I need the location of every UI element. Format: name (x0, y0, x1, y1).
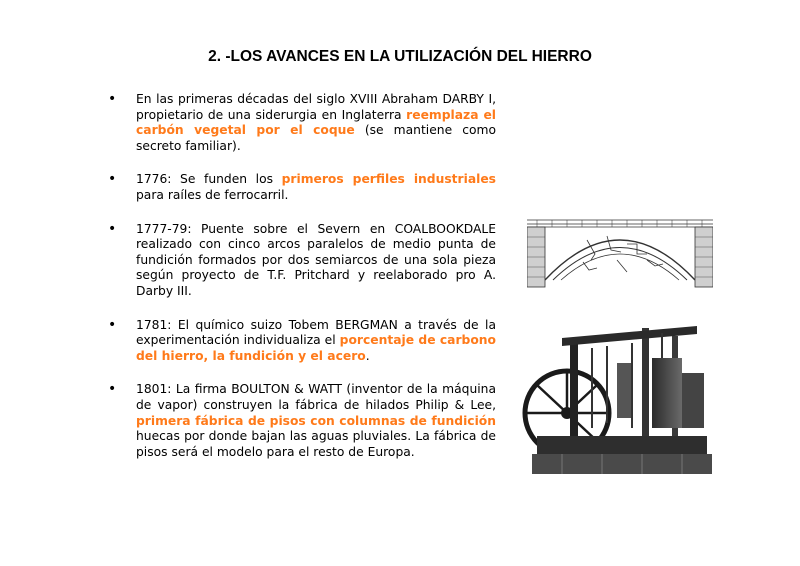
bullet-list (108, 92, 496, 478)
highlight-text: primeros perfiles industriales (281, 172, 496, 187)
bullet-item-1801: • 1801: La firma BOULTON & WATT (inventor de la máquina de vapor) construyen la fábrica de hilados Philip & Lee, primera fábrica de pisos con columnas de fundición huecas por donde bajan las aguas pluviales. La fábrica de pisos será el modelo para el resto de Europa. (108, 382, 496, 460)
bullet-item-1781: • 1781: El químico suizo Tobem BERGMAN a través de la experimentación individualiza el porcentaje de carbono del hierro, la fundición y el acero. (108, 318, 496, 365)
bullet-item-1776: • 1776: Se funden los primeros perfiles industriales para raíles de ferrocarril. (108, 172, 496, 203)
bullet-item-darby: • En las primeras décadas del siglo XVIII Abraham DARBY I, propietario de una siderurgia en Inglaterra reemplaza el carbón vegetal por el coque (se mantiene como secreto familiar). (108, 92, 496, 154)
steam-engine-photo (522, 318, 712, 478)
highlight-text: primera fábrica de pisos con columnas de fundición (136, 413, 496, 428)
page-title: 2. -LOS AVANCES EN LA UTILIZACIÓN DEL HIERRO (208, 48, 592, 65)
iron-bridge-drawing (527, 210, 713, 292)
highlight-text: porcentaje de carbono del hierro, la fundición y el acero (136, 333, 496, 363)
highlight-text: reemplaza el carbón vegetal por el coque (136, 107, 496, 138)
bullet-item-1777: • 1777-79: Puente sobre el Severn en COALBOOKDALE realizado con cinco arcos paralelos de medio punta de fundición formados por dos semiarcos de una sola pieza según proyecto de T.F. Pritchard y reelaborado pro A. Darby III. (108, 222, 496, 300)
